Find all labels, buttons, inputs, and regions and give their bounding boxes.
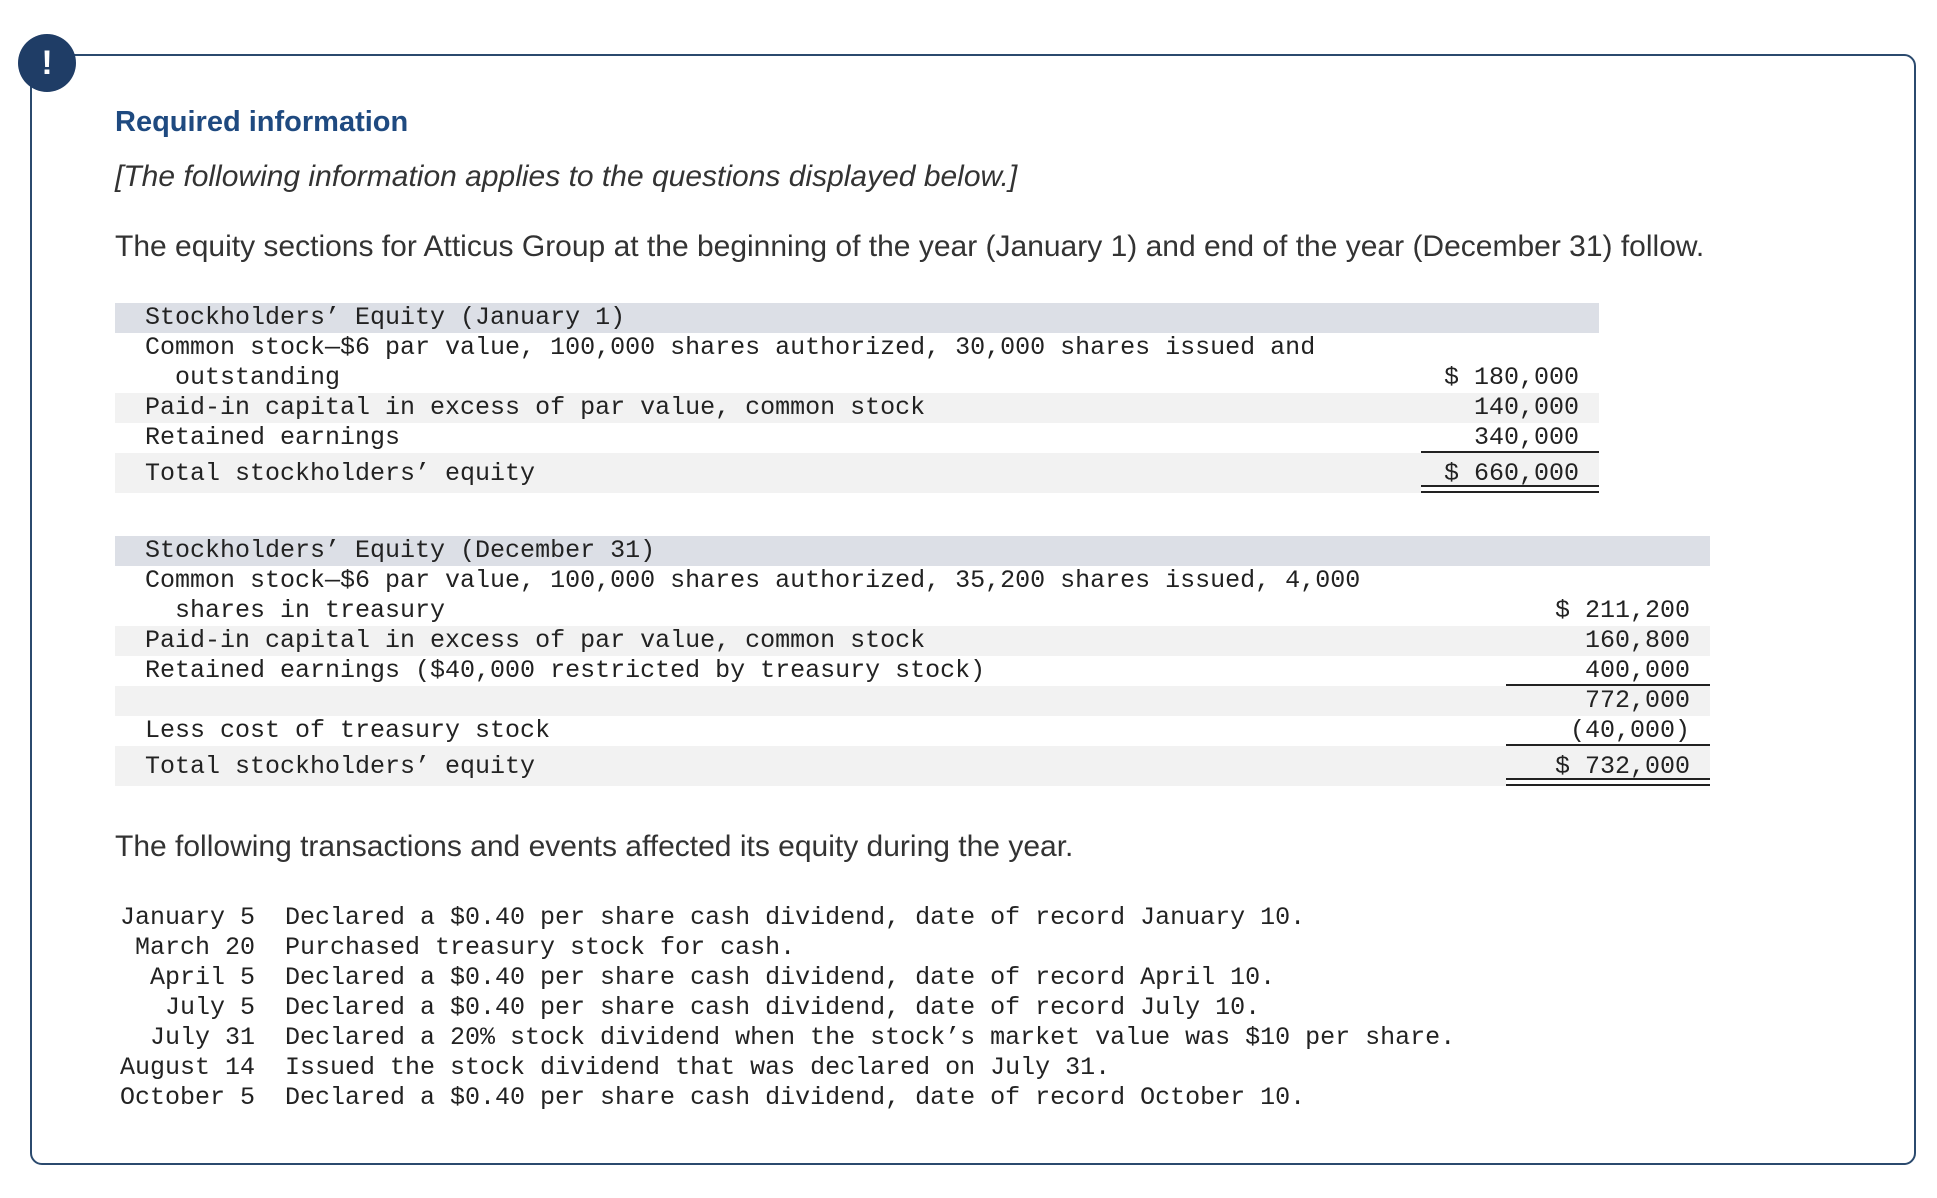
table-header-row bbox=[115, 536, 1710, 566]
transaction-text: Declared a $0.40 per share cash dividend, date of record January 10. bbox=[285, 903, 1306, 932]
transaction-text: Declared a $0.40 per share cash dividend, date of record April 10. bbox=[285, 963, 1276, 992]
equity-table-december bbox=[115, 536, 1710, 786]
transaction-row bbox=[115, 963, 1455, 993]
row-label: outstanding bbox=[175, 363, 341, 392]
transaction-date: August 14 bbox=[119, 1053, 255, 1082]
row-label: shares in treasury bbox=[175, 596, 446, 625]
transaction-row bbox=[115, 1023, 1455, 1053]
table-title: Stockholders’ Equity (December 31) bbox=[115, 536, 1710, 566]
transaction-text: Declared a $0.40 per share cash dividend, date of record July 10. bbox=[285, 993, 1261, 1022]
table-row bbox=[115, 656, 1710, 686]
row-label: Less cost of treasury stock bbox=[145, 716, 551, 745]
equity-table-january bbox=[115, 303, 1599, 493]
row-label: Total stockholders’ equity bbox=[115, 453, 1421, 493]
table-title: Stockholders’ Equity (January 1) bbox=[115, 303, 1599, 333]
row-amount: 772,000 bbox=[1506, 686, 1710, 716]
row-label: Total stockholders’ equity bbox=[115, 746, 1506, 786]
transaction-date: March 20 bbox=[134, 933, 255, 962]
transaction-date: July 5 bbox=[164, 993, 255, 1022]
row-label: Paid-in capital in excess of par value, common stock bbox=[115, 626, 1506, 656]
row-label: Retained earnings ($40,000 restricted by treasury stock) bbox=[145, 656, 986, 685]
transaction-row bbox=[115, 1053, 1455, 1083]
table-header-row bbox=[115, 303, 1599, 333]
transaction-text: Purchased treasury stock for cash. bbox=[285, 933, 796, 962]
transaction-text: Issued the stock dividend that was declared on July 31. bbox=[285, 1053, 1111, 1082]
row-amount: 160,800 bbox=[1506, 626, 1710, 656]
total-row bbox=[115, 453, 1599, 493]
row-amount: $ 660,000 bbox=[1421, 453, 1599, 493]
total-row bbox=[115, 746, 1710, 786]
intro-paragraph: The equity sections for Atticus Group at the beginning of the year (January 1) and end of the year (December 31) follow. bbox=[115, 230, 1705, 263]
transaction-date: October 5 bbox=[119, 1083, 255, 1112]
table-row bbox=[115, 333, 1599, 363]
alert-icon: ! bbox=[18, 34, 76, 92]
row-amount: $ 211,200 bbox=[1554, 596, 1690, 625]
info-note: [The following information applies to the questions displayed below.] bbox=[115, 160, 1018, 193]
row-label: Retained earnings bbox=[145, 423, 401, 452]
row-label: Paid-in capital in excess of par value, common stock bbox=[115, 393, 1421, 423]
transactions-table bbox=[115, 903, 1455, 1113]
table-row bbox=[115, 423, 1599, 453]
table-row bbox=[115, 596, 1710, 626]
row-amount: $ 732,000 bbox=[1506, 746, 1710, 786]
transaction-row bbox=[115, 1083, 1455, 1113]
table-row bbox=[115, 716, 1710, 746]
row-amount: 140,000 bbox=[1421, 393, 1599, 423]
row-amount: (40,000) bbox=[1506, 716, 1710, 746]
row-amount: 340,000 bbox=[1421, 423, 1599, 453]
section-heading: Required information bbox=[115, 106, 409, 138]
table-row bbox=[115, 363, 1599, 393]
subtotal-row bbox=[115, 686, 1710, 716]
row-label: Common stock—$6 par value, 100,000 shares authorized, 35,200 shares issued, 4,000 bbox=[145, 566, 1361, 595]
row-amount: $ 180,000 bbox=[1443, 363, 1579, 392]
transaction-date: April 5 bbox=[149, 963, 255, 992]
transaction-row bbox=[115, 933, 1455, 963]
table-row bbox=[115, 626, 1710, 656]
transactions-intro: The following transactions and events affected its equity during the year. bbox=[115, 830, 1074, 863]
transaction-date: July 31 bbox=[149, 1023, 255, 1052]
row-label: Common stock—$6 par value, 100,000 shares authorized, 30,000 shares issued and bbox=[145, 333, 1316, 362]
table-row bbox=[115, 393, 1599, 423]
row-amount: 400,000 bbox=[1506, 656, 1710, 686]
transaction-text: Declared a $0.40 per share cash dividend, date of record October 10. bbox=[285, 1083, 1306, 1112]
transaction-text: Declared a 20% stock dividend when the stock’s market value was $10 per share. bbox=[285, 1023, 1456, 1052]
transaction-row bbox=[115, 993, 1455, 1023]
transaction-row bbox=[115, 903, 1455, 933]
transaction-date: January 5 bbox=[119, 903, 255, 932]
table-row bbox=[115, 566, 1710, 596]
